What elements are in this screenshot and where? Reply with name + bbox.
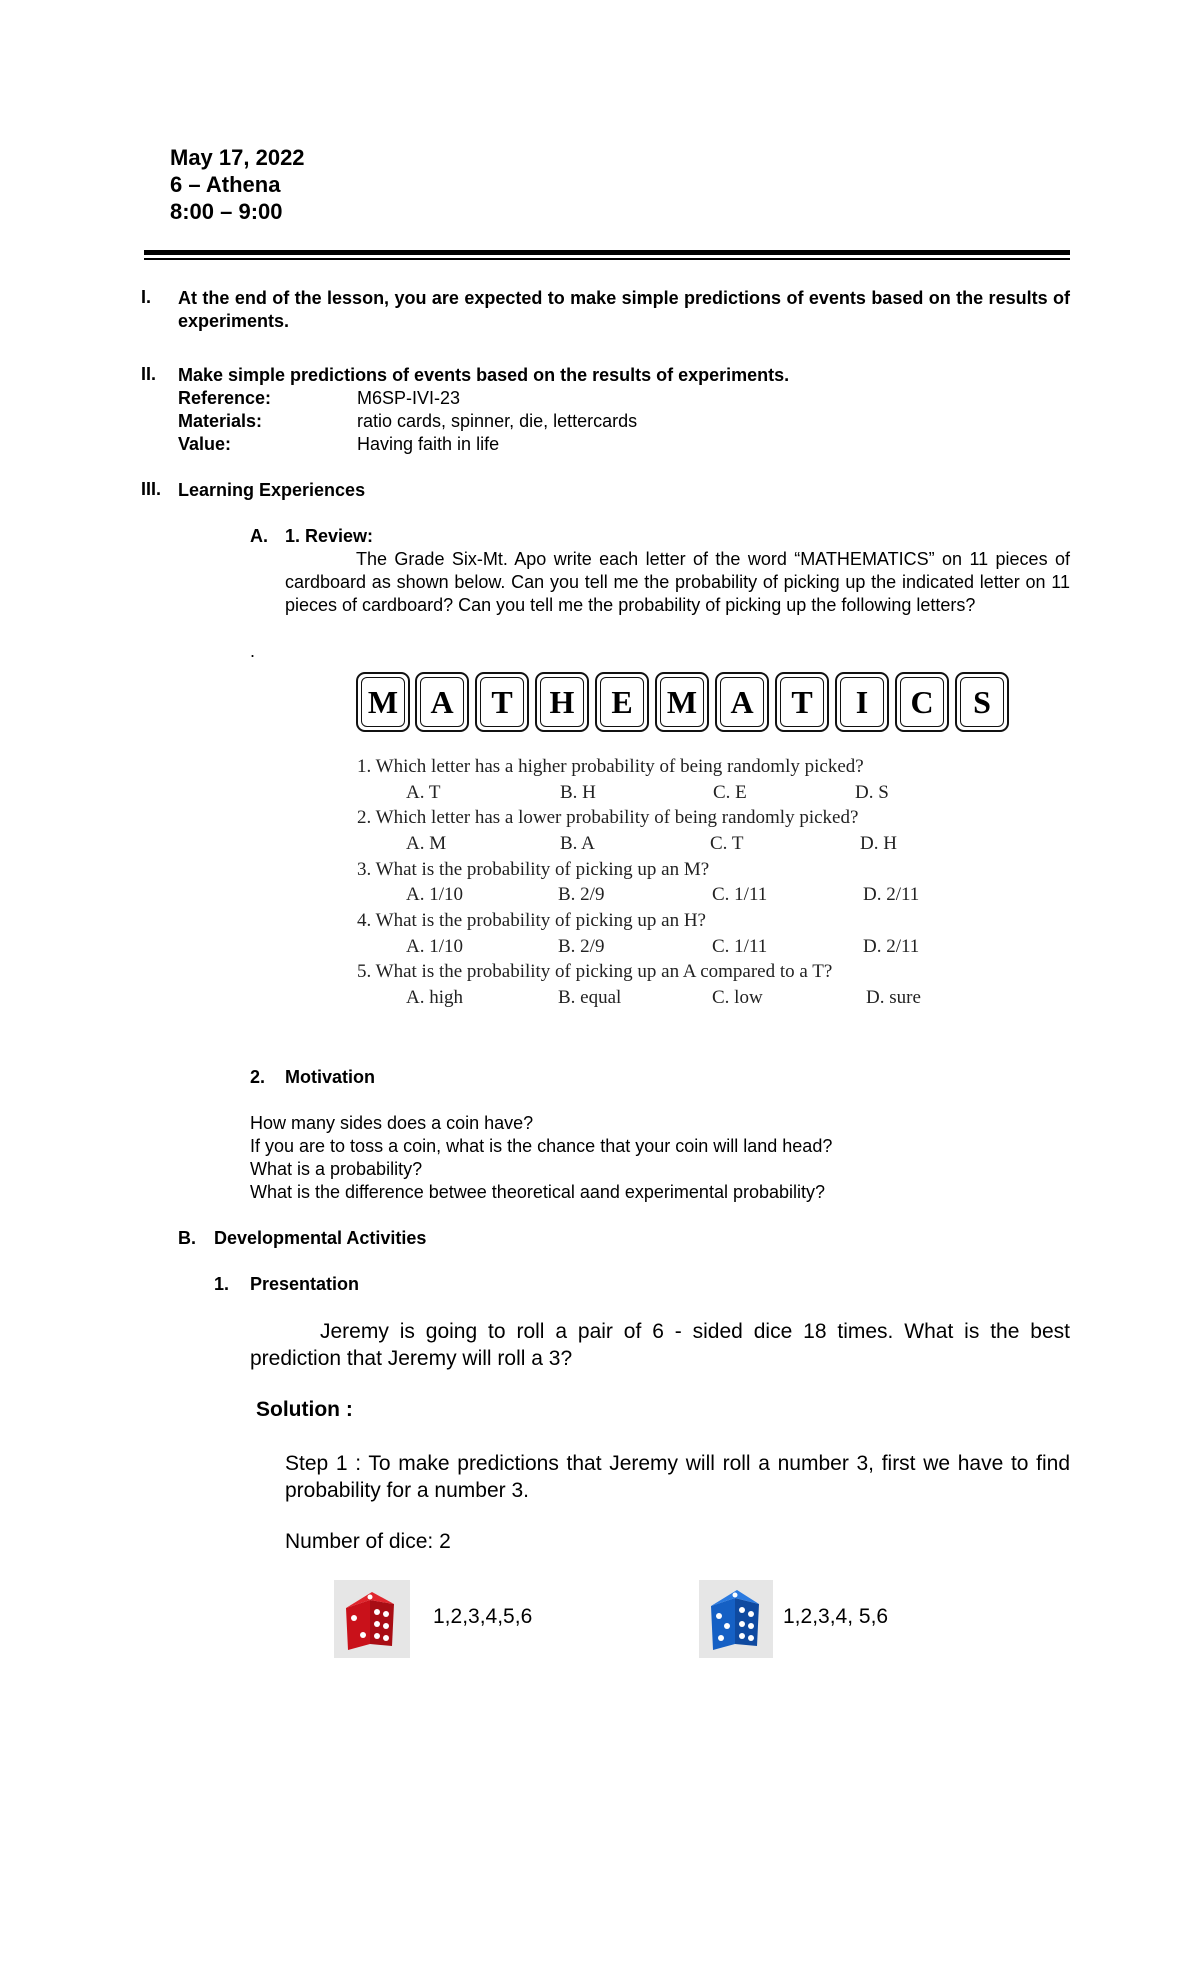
choice-b: B. 2/9	[558, 936, 605, 957]
presentation-number: 1.	[214, 1274, 230, 1294]
section-a-letter: A.	[250, 526, 268, 546]
letter-card	[715, 672, 769, 732]
letter-card-text: A	[720, 677, 764, 727]
motivation-line: If you are to toss a coin, what is the chance that your coin will land head?	[250, 1136, 833, 1156]
materials-value: ratio cards, spinner, die, lettercards	[357, 411, 638, 431]
choice-c: C. 1/11	[712, 936, 768, 957]
letter-card-text: H	[540, 677, 584, 727]
choice-d: D. sure	[866, 987, 921, 1008]
choice-d: D. S	[855, 782, 889, 803]
choice-c: C. 1/11	[712, 884, 768, 905]
motivation-number: 2.	[250, 1067, 266, 1087]
choice-a: A. high	[406, 987, 463, 1008]
subject-title: Make simple predictions of events based on the results of experiments.	[178, 365, 790, 385]
step-one-text: Step 1 : To make predictions that Jeremy will roll a number 3, first we have to find probability for a number 3.	[285, 1452, 1070, 1502]
materials-label: Materials:	[178, 411, 263, 431]
review-text: The Grade Six-Mt. Apo write each letter of the word “MATHEMATICS” on 11 pieces of cardboard as shown below. Can you tell me the probability of picking up the indicated letter on 11 pieces of cardboard? Can you tell me the probability of picking up the following letters?	[285, 549, 1070, 615]
choice-d: D. 2/11	[863, 884, 920, 905]
motivation-line: How many sides does a coin have?	[250, 1113, 534, 1133]
section-b-letter: B.	[178, 1228, 196, 1248]
objective-text: At the end of the lesson, you are expected to make simple predictions of events based on the results of experiments.	[178, 288, 1070, 331]
letter-card-text: A	[420, 677, 464, 727]
letter-card-text: C	[900, 677, 944, 727]
dice-count: Number of dice: 2	[285, 1530, 451, 1553]
value-label: Value:	[178, 434, 232, 454]
letter-card	[775, 672, 829, 732]
class-time: 8:00 – 9:00	[170, 199, 283, 224]
developmental-title: Developmental Activities	[214, 1228, 427, 1248]
blue-die-values: 1,2,3,4, 5,6	[783, 1605, 889, 1628]
lesson-date: May 17, 2022	[170, 145, 305, 170]
header-rule-thin	[144, 258, 1070, 260]
choice-a: A. 1/10	[406, 884, 463, 905]
blue-die-icon	[699, 1580, 773, 1658]
letter-card	[535, 672, 589, 732]
choice-c: C. T	[710, 833, 744, 854]
objective-numeral: I.	[141, 287, 152, 307]
choice-c: C. low	[712, 987, 763, 1008]
question-text: 2. Which letter has a lower probability of being randomly picked?	[357, 807, 859, 828]
header-rule-thick	[144, 250, 1070, 255]
solution-label: Solution :	[256, 1398, 353, 1421]
letter-card	[475, 672, 529, 732]
question-text: 1. Which letter has a higher probability of being randomly picked?	[357, 756, 864, 777]
choice-b: B. A	[560, 833, 595, 854]
question-text: 4. What is the probability of picking up an H?	[357, 910, 706, 931]
choice-b: B. H	[560, 782, 596, 803]
letter-card-text: T	[780, 677, 824, 727]
letter-card	[835, 672, 889, 732]
letter-card	[895, 672, 949, 732]
motivation-title: Motivation	[285, 1067, 375, 1087]
red-die-icon	[334, 1580, 410, 1658]
letter-card	[955, 672, 1009, 732]
review-title: 1. Review:	[285, 526, 374, 546]
stray-dot: .	[250, 641, 256, 661]
motivation-line: What is a probability?	[250, 1159, 423, 1179]
choice-a: A. 1/10	[406, 936, 463, 957]
letter-card-text: M	[361, 677, 405, 727]
reference-label: Reference:	[178, 388, 272, 408]
letter-card-text: I	[840, 677, 884, 727]
subject-numeral: II.	[141, 364, 157, 384]
letter-card-text: E	[600, 677, 644, 727]
letter-card	[655, 672, 709, 732]
presentation-title: Presentation	[250, 1274, 360, 1294]
learning-numeral: III.	[141, 479, 162, 499]
motivation-line: What is the difference betwee theoretical aand experimental probability?	[250, 1182, 826, 1202]
choice-b: B. equal	[558, 987, 622, 1008]
presentation-problem: Jeremy is going to roll a pair of 6 - sided dice 18 times. What is the best prediction that Jeremy will roll a 3?	[250, 1320, 1070, 1370]
blue-die-photo	[699, 1580, 773, 1658]
letter-card-text: M	[660, 677, 704, 727]
value-value: Having faith in life	[357, 434, 500, 454]
question-text: 3. What is the probability of picking up an M?	[357, 859, 710, 880]
letter-card	[415, 672, 469, 732]
red-die-photo	[334, 1580, 410, 1658]
letter-card-text: T	[480, 677, 524, 727]
choice-d: D. 2/11	[863, 936, 920, 957]
choice-b: B. 2/9	[558, 884, 605, 905]
learning-title: Learning Experiences	[178, 480, 366, 500]
red-die-values: 1,2,3,4,5,6	[433, 1605, 533, 1628]
question-text: 5. What is the probability of picking up an A compared to a T?	[357, 961, 833, 982]
choice-d: D. H	[860, 833, 897, 854]
letter-card-text: S	[960, 677, 1004, 727]
choice-c: C. E	[713, 782, 747, 803]
reference-value: M6SP-IVI-23	[357, 388, 461, 408]
choice-a: A. T	[406, 782, 441, 803]
choice-a: A. M	[406, 833, 447, 854]
letter-card	[356, 672, 410, 732]
letter-card	[595, 672, 649, 732]
class-section: 6 – Athena	[170, 172, 281, 197]
